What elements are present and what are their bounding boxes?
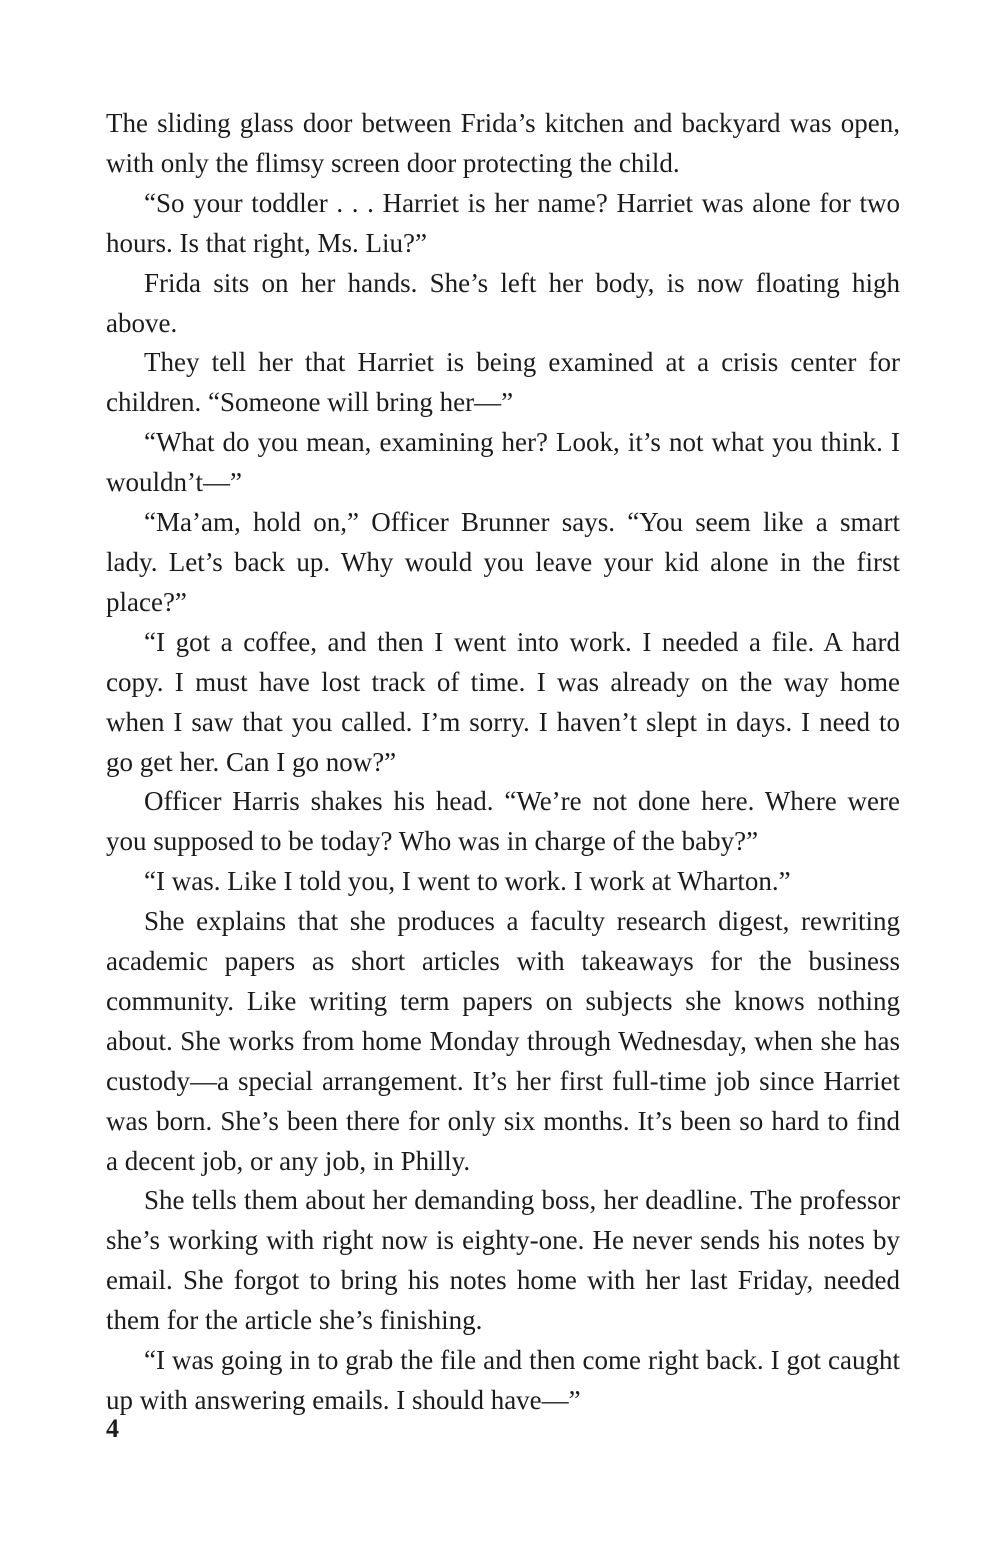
body-text xyxy=(106,104,900,1421)
paragraph: Officer Harris shakes his head. “We’re not done here. Where were you supposed to be today? Who was in charge of the baby?” xyxy=(106,786,900,857)
paragraph: They tell her that Harriet is being examined at a crisis center for children. “Someone will bring her—” xyxy=(106,347,900,418)
page-number: 4 xyxy=(106,1414,119,1443)
paragraph: She explains that she produces a faculty research digest, rewriting academic papers as short articles with takeaways for the business community. Like writing term papers on subjects she knows nothing about. She works from home Monday through Wednesday, when she has custody—a special arrangement. It’s her first full-time job since Harriet was born. She’s been there for only six months. It’s been so hard to find a decent job, or any job, in Philly. xyxy=(106,906,900,1176)
paragraph: “I got a coffee, and then I went into work. I needed a file. A hard copy. I must have lost track of time. I was already on the way home when I saw that you called. I’m sorry. I haven’t slept in days. I need to go get her. Can I go now?” xyxy=(106,626,900,777)
paragraph: “So your toddler . . . Harriet is her name? Harriet was alone for two hours. Is that right, Ms. Liu?” xyxy=(106,187,900,258)
paragraph: “What do you mean, examining her? Look, it’s not what you think. I wouldn’t—” xyxy=(106,427,900,498)
paragraph: “I was. Like I told you, I went to work. I work at Wharton.” xyxy=(144,866,791,897)
paragraph: “Ma’am, hold on,” Officer Brunner says. “You seem like a smart lady. Let’s back up. Why would you leave your kid alone in the first place?” xyxy=(106,507,900,617)
paragraph: She tells them about her demanding boss, her deadline. The professor she’s working with right now is eighty-one. He never sends his notes by email. She forgot to bring his notes home with her last Friday, needed them for the article she’s finishing. xyxy=(106,1185,900,1336)
paragraph: The sliding glass door between Frida’s kitchen and backyard was open, with only the flimsy screen door protecting the child. xyxy=(106,108,900,178)
paragraph: “I was going in to grab the file and then come right back. I got caught up with answering emails. I should have—” xyxy=(106,1345,900,1415)
paragraph: Frida sits on her hands. She’s left her body, is now floating high above. xyxy=(106,267,900,338)
